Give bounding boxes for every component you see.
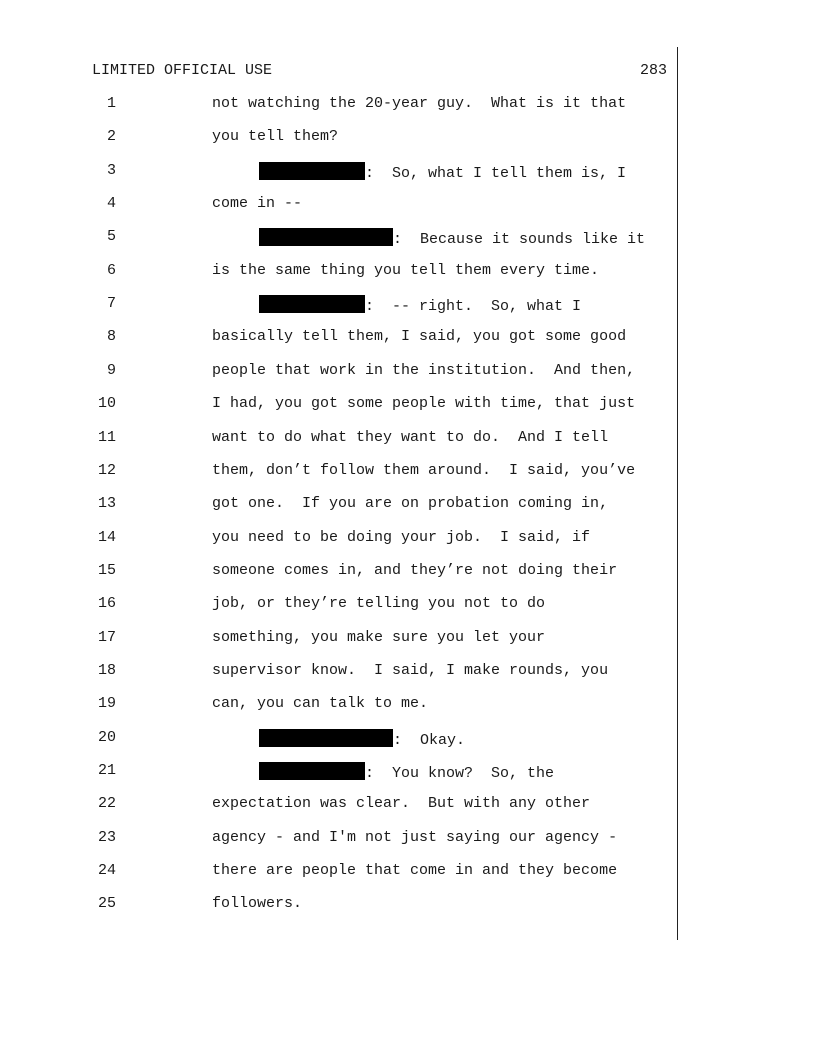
speaker-line-text bbox=[259, 729, 465, 749]
classification-header: LIMITED OFFICIAL USE bbox=[92, 62, 273, 79]
speaker-text: : You know? So, the bbox=[365, 765, 555, 782]
speaker-text: : Okay. bbox=[393, 731, 466, 749]
transcript-line bbox=[0, 795, 816, 815]
transcript-line bbox=[0, 395, 816, 415]
line-number: 15 bbox=[97, 561, 116, 579]
line-text: is the same thing you tell them every time. bbox=[212, 261, 600, 279]
transcript-line bbox=[0, 529, 816, 549]
line-number: 10 bbox=[97, 395, 116, 413]
line-number: 19 bbox=[97, 695, 116, 713]
transcript-line bbox=[0, 595, 816, 615]
transcript-line bbox=[0, 762, 816, 782]
line-text: expectation was clear. But with any other bbox=[212, 795, 591, 813]
transcript-line bbox=[0, 128, 816, 148]
line-text: got one. If you are on probation coming in, bbox=[212, 495, 609, 513]
speaker-line-text bbox=[259, 162, 626, 182]
transcript-line bbox=[0, 162, 816, 182]
line-text: I had, you got some people with time, that just bbox=[212, 395, 636, 413]
redaction-box bbox=[259, 228, 393, 246]
line-text: people that work in the institution. And then, bbox=[212, 361, 636, 379]
redaction-box bbox=[259, 729, 393, 747]
speaker-text: : Because it sounds like it bbox=[393, 231, 646, 249]
speaker-text: : -- right. So, what I bbox=[365, 298, 582, 316]
transcript-line bbox=[0, 695, 816, 715]
transcript-line bbox=[0, 462, 816, 482]
transcript-line bbox=[0, 729, 816, 749]
transcript-line bbox=[0, 262, 816, 282]
line-text: come in -- bbox=[212, 195, 303, 213]
transcript-line bbox=[0, 429, 816, 449]
line-text: you tell them? bbox=[212, 128, 339, 146]
line-number: 2 bbox=[106, 128, 116, 146]
line-text: someone comes in, and they’re not doing their bbox=[212, 561, 618, 579]
transcript-line bbox=[0, 829, 816, 849]
transcript-line bbox=[0, 95, 816, 115]
transcript-line bbox=[0, 295, 816, 315]
transcript-line bbox=[0, 328, 816, 348]
line-number: 24 bbox=[97, 862, 116, 880]
line-text: job, or they’re telling you not to do bbox=[212, 595, 546, 613]
line-number: 17 bbox=[97, 628, 116, 646]
line-text: something, you make sure you let your bbox=[212, 628, 546, 646]
line-text: them, don’t follow them around. I said, you’ve bbox=[212, 461, 636, 479]
transcript-line bbox=[0, 228, 816, 248]
transcript-line bbox=[0, 362, 816, 382]
speaker-line-text bbox=[259, 762, 554, 782]
redaction-box bbox=[259, 162, 365, 180]
page-number: 283 bbox=[639, 62, 667, 79]
line-number: 5 bbox=[106, 228, 116, 246]
line-number: 18 bbox=[97, 661, 116, 679]
line-number: 13 bbox=[97, 495, 116, 513]
line-number: 23 bbox=[97, 828, 116, 846]
line-number: 9 bbox=[106, 361, 116, 379]
line-text: basically tell them, I said, you got some good bbox=[212, 328, 627, 346]
line-text: followers. bbox=[212, 895, 303, 913]
speaker-line-text bbox=[259, 295, 581, 315]
line-text: can, you can talk to me. bbox=[212, 695, 429, 713]
transcript-line bbox=[0, 862, 816, 882]
speaker-line-text bbox=[259, 228, 645, 248]
transcript-line bbox=[0, 662, 816, 682]
line-text: there are people that come in and they become bbox=[212, 862, 618, 880]
line-number: 22 bbox=[97, 795, 116, 813]
line-number: 21 bbox=[97, 762, 116, 779]
line-number: 3 bbox=[106, 161, 116, 179]
line-text: want to do what they want to do. And I tell bbox=[212, 428, 609, 446]
line-text: agency - and I'm not just saying our agency - bbox=[212, 828, 618, 846]
line-number: 14 bbox=[97, 528, 116, 546]
speaker-text: : So, what I tell them is, I bbox=[365, 164, 627, 182]
transcript-line bbox=[0, 562, 816, 582]
line-number: 25 bbox=[97, 895, 116, 913]
line-number: 20 bbox=[97, 728, 116, 746]
line-number: 7 bbox=[106, 295, 116, 313]
line-number: 11 bbox=[97, 428, 116, 446]
line-text: you need to be doing your job. I said, if bbox=[212, 528, 591, 546]
line-text: supervisor know. I said, I make rounds, you bbox=[212, 661, 609, 679]
line-number: 8 bbox=[106, 328, 116, 346]
line-number: 6 bbox=[106, 261, 116, 279]
line-number: 16 bbox=[97, 595, 116, 613]
transcript-line bbox=[0, 895, 816, 915]
line-number: 12 bbox=[97, 461, 116, 479]
redaction-box bbox=[259, 295, 365, 313]
line-text: not watching the 20-year guy. What is it that bbox=[212, 95, 627, 112]
transcript-line bbox=[0, 629, 816, 649]
redaction-box bbox=[259, 762, 365, 780]
transcript-line bbox=[0, 495, 816, 515]
line-number: 4 bbox=[106, 195, 116, 213]
transcript-line bbox=[0, 195, 816, 215]
line-number: 1 bbox=[106, 95, 116, 112]
